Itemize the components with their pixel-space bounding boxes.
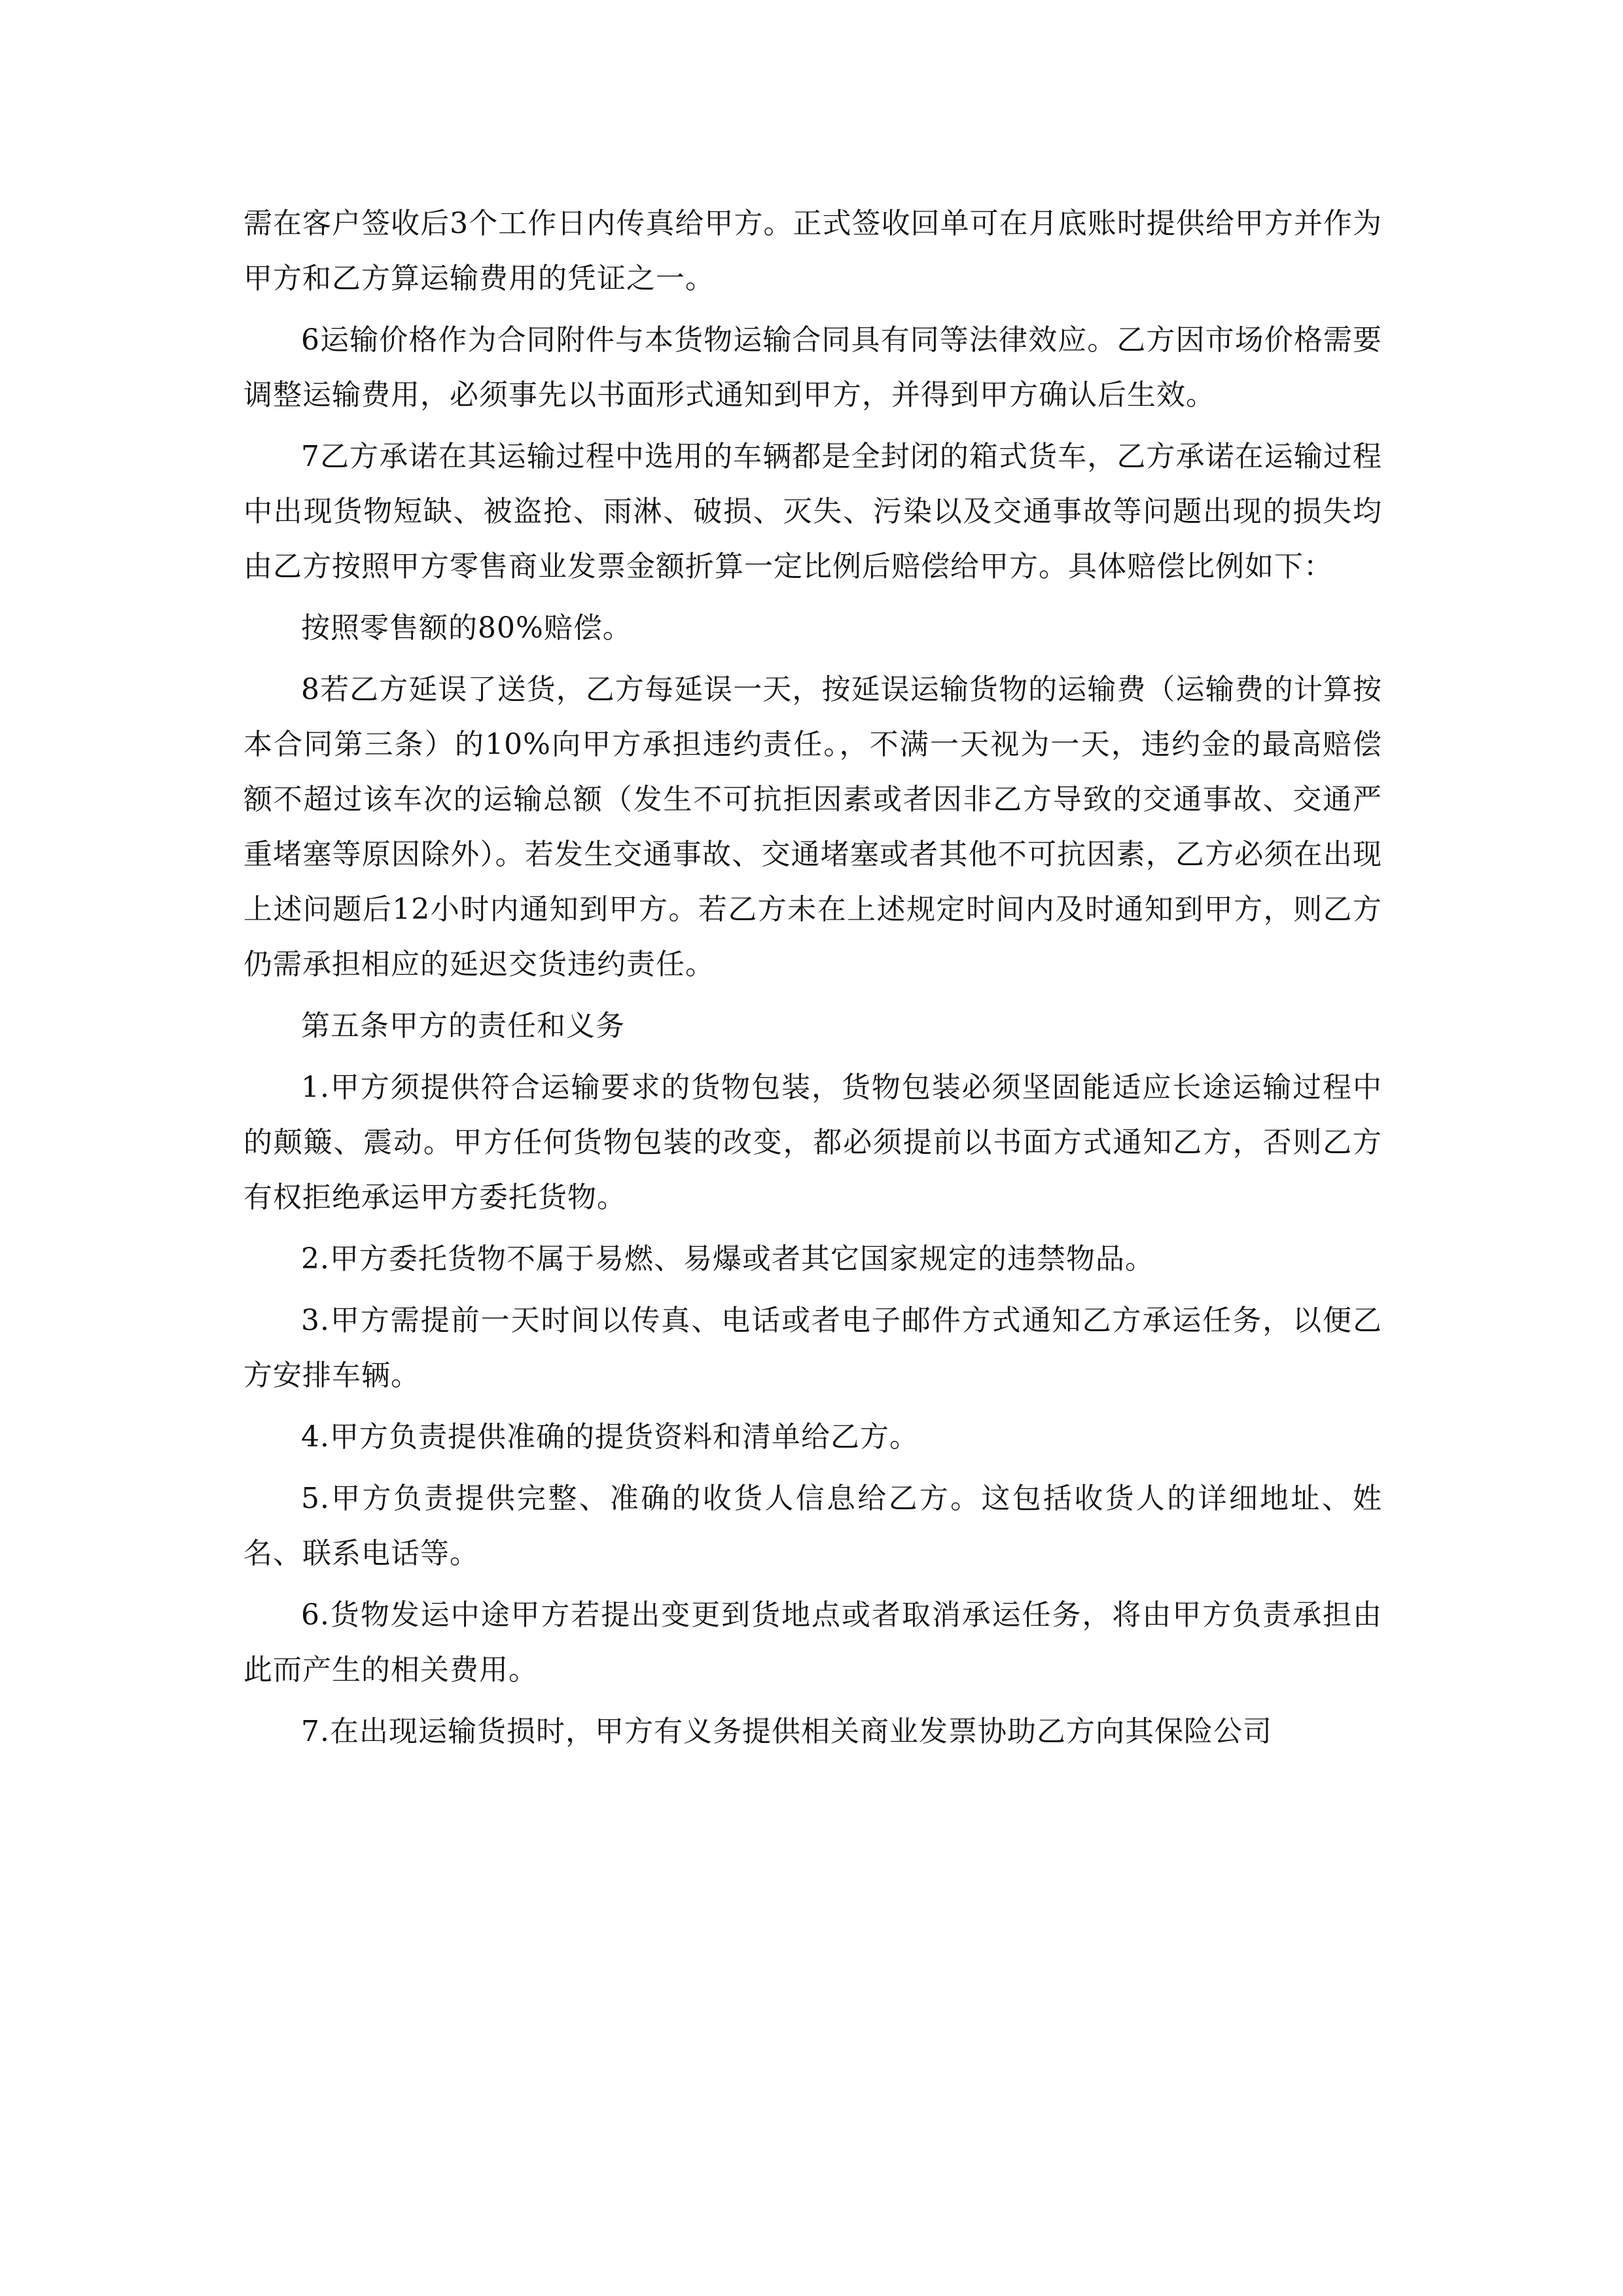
paragraph-13: 7.在出现运输货损时，甲方有义务提供相关商业发票协助乙方向其保险公司 [301,1715,1272,1748]
paragraph-5: 8若乙方延误了送货，乙方每延误一天，按延误运输货物的运输费（运输费的计算按本合同第三条）的10%向甲方承担违约责任。，不满一天视为一天，违约金的最高赔偿额不超过该车次的运输总额（发生不可抗拒因素或者因非乙方导致的交通事故、交通严重堵塞等原因除外）。若发生交通事故、交通堵塞或者其他不可抗因素，乙方必须在出现上述问题后12小时内通知到甲方。若乙方未在上述规定时间内及时通知到甲方，则乙方仍需承担相应的延迟交货违约责任。 [243,673,1382,981]
paragraph-10: 4.甲方负责提供准确的提货资料和清单给乙方。 [301,1420,919,1454]
paragraph-1: 需在客户签收后3个工作日内传真给甲方。正式签收回单可在月底账时提供给甲方并作为甲方和乙方算运输费用的凭证之一。 [243,207,1382,295]
section-heading: 第五条甲方的责任和义务 [301,1009,625,1043]
paragraph-8: 2.甲方委托货物不属于易燃、易爆或者其它国家规定的违禁物品。 [301,1242,1154,1276]
paragraph-12: 6.货物发运中途甲方若提出变更到货地点或者取消承运任务，将由甲方负责承担由此而产生的相关费用。 [243,1598,1382,1687]
paragraph-11: 5.甲方负责提供完整、准确的收货人信息给乙方。这包括收货人的详细地址、姓名、联系电话等。 [243,1482,1382,1570]
document-page [243,196,1382,1766]
paragraph-7: 1.甲方须提供符合运输要求的货物包装，货物包装必须坚固能适应长途运输过程中的颠簸、震动。甲方任何货物包装的改变，都必须提前以书面方式通知乙方，否则乙方有权拒绝承运甲方委托货物。 [243,1071,1382,1214]
paragraph-9: 3.甲方需提前一天时间以传真、电话或者电子邮件方式通知乙方承运任务，以便乙方安排车辆。 [243,1304,1382,1392]
paragraph-2: 6运输价格作为合同附件与本货物运输合同具有同等法律效应。乙方因市场价格需要调整运输费用，必须事先以书面形式通知到甲方，并得到甲方确认后生效。 [243,323,1382,412]
paragraph-3: 7乙方承诺在其运输过程中选用的车辆都是全封闭的箱式货车，乙方承诺在运输过程中出现货物短缺、被盗抢、雨淋、破损、灭失、污染以及交通事故等问题出现的损失均由乙方按照甲方零售商业发票金额折算一定比例后赔偿给甲方。具体赔偿比例如下： [243,440,1382,583]
paragraph-4: 按照零售额的80%赔偿。 [301,611,632,645]
